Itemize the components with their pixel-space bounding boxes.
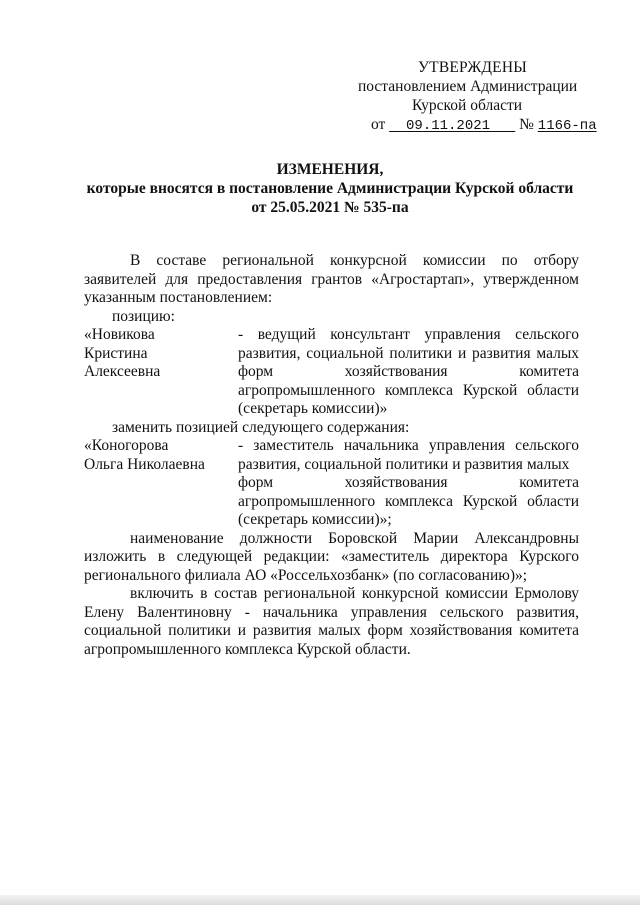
paragraph-borovskaya: наименование должности Боровской Марии Александровны изложить в следующей редакции: «заместитель директора Курского регионального филиала АО «Россельхозбанк» (по согласованию)»; bbox=[84, 529, 579, 584]
old-name-line-1: «Новикова bbox=[84, 326, 155, 343]
approval-heading: УТВЕРЖДЕНЫ bbox=[418, 59, 527, 76]
date-prefix: от bbox=[371, 116, 386, 133]
title-line-2: которые вносятся в постановление Администрации Курской области bbox=[86, 180, 574, 197]
scan-bottom-edge bbox=[0, 895, 640, 905]
position-label: позицию: bbox=[112, 307, 175, 325]
old-name-line-2: Кристина bbox=[84, 344, 148, 362]
document-body bbox=[84, 252, 579, 659]
approval-line-3: Курской области bbox=[412, 97, 523, 114]
approval-date-line bbox=[355, 115, 600, 136]
title-line-1: ИЗМЕНЕНИЯ, bbox=[276, 161, 384, 178]
approval-date bbox=[389, 118, 515, 134]
new-desc-part-2: форм хозяйствования комитета bbox=[238, 474, 579, 491]
old-position-name bbox=[84, 326, 238, 419]
approval-line-2: постановлением Администрации bbox=[358, 78, 578, 95]
paragraph-ermolova: включить в состав региональной конкурсной комиссии Ермолову Елену Валентиновну - начальника управления сельского развития, социальной политики и развития малых форм хозяйствования комитета агропромышленного комплекса Курской области. bbox=[84, 585, 579, 658]
new-position-description bbox=[238, 437, 579, 530]
replace-label: заменить позицией следующего содержания: bbox=[112, 418, 410, 436]
new-desc-part-3: агропромышленного комплекса Курской области (секретарь комиссии)»; bbox=[238, 492, 579, 528]
new-position-name bbox=[84, 437, 238, 530]
new-position bbox=[84, 437, 579, 530]
title-line-3: от 25.05.2021 № 535-па bbox=[251, 199, 409, 216]
new-name-line-2: Ольга Николаевна bbox=[84, 455, 205, 473]
old-position-description: - ведущий консультант управления сельского развития, социальной политики и развития малых форм хозяйствования комитета агропромышленного комплекса Курской области (секретарь комиссии)» bbox=[238, 326, 579, 417]
old-name-line-3: Алексеевна bbox=[84, 363, 161, 380]
intro-paragraph: В составе региональной конкурсной комиссии по отбору заявителей для предоставления грантов «Агростартап», утвержденном указанным постановлением: bbox=[84, 252, 579, 306]
approval-date-value: 09.11.2021 bbox=[406, 118, 491, 134]
old-position bbox=[84, 326, 579, 419]
approval-stamp bbox=[355, 58, 600, 136]
new-desc-part-1: - заместитель начальника управления сельского развития, социальной политики и развития малых bbox=[238, 437, 579, 473]
document-title bbox=[60, 160, 600, 217]
new-name-line-1: «Коногорова bbox=[84, 437, 169, 454]
number-prefix: № bbox=[519, 116, 534, 133]
approval-number: 1166-па bbox=[537, 118, 597, 134]
